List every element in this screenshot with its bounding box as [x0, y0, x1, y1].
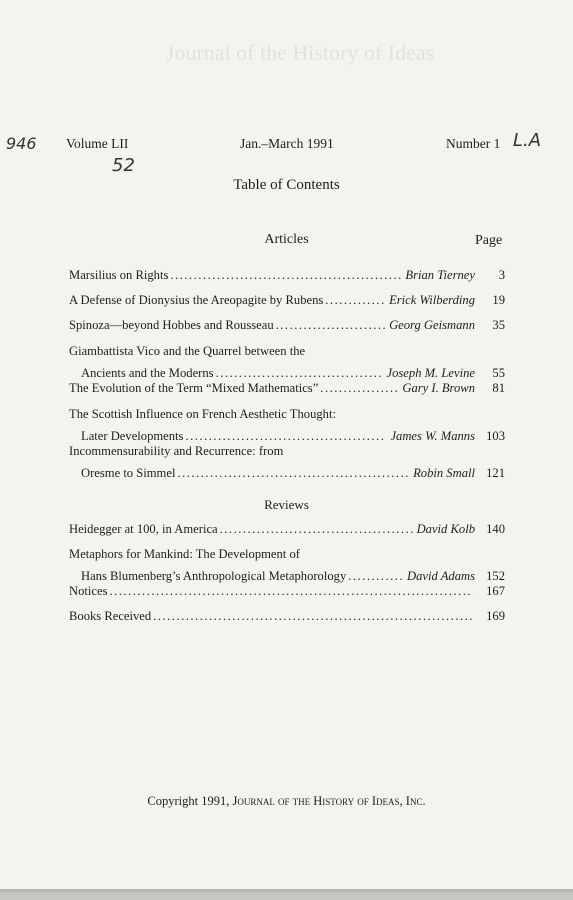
volume-label: Volume LII	[66, 136, 129, 151]
entry-title: Heidegger at 100, in America	[69, 522, 218, 536]
entry-line	[69, 264, 505, 286]
article-entry[interactable]	[69, 264, 505, 286]
entry-author: Georg Geismann	[389, 318, 475, 332]
handwritten-note-left: 946	[6, 134, 37, 153]
review-entry[interactable]	[69, 580, 505, 602]
entry-author: Brian Tierney	[405, 268, 475, 282]
entry-title: The Evolution of the Term “Mixed Mathematics”	[69, 381, 319, 395]
copyright-prefix: Copyright 1991,	[147, 794, 230, 808]
entry-page-number: 169	[486, 609, 505, 623]
entry-page-number: 140	[486, 522, 505, 536]
issue-date: Jan.–March 1991	[240, 136, 334, 151]
entry-title: Incommensurability and Recurrence: from	[69, 444, 284, 458]
entry-line	[69, 403, 505, 425]
leader-dots	[220, 518, 413, 540]
entry-line	[69, 289, 505, 311]
entry-title: Later Developments	[81, 429, 184, 443]
leader-dots	[177, 462, 409, 484]
entry-page-number: 3	[498, 268, 505, 282]
entry-line	[69, 605, 505, 627]
article-entry[interactable]	[69, 440, 505, 484]
article-entry[interactable]	[69, 289, 505, 311]
entry-title: Books Received	[69, 609, 152, 623]
entry-page-number: 167	[486, 584, 505, 598]
entry-author: David Kolb	[416, 522, 475, 536]
copyright-journal: Journal of the History of Ideas, Inc.	[232, 794, 426, 808]
entry-title: Hans Blumenberg’s Anthropological Metaphorology	[81, 569, 347, 583]
handwritten-note-right: L.A	[513, 130, 542, 151]
entry-title: Ancients and the Moderns	[81, 366, 214, 380]
leader-dots	[276, 314, 385, 336]
copyright-line	[0, 794, 573, 809]
article-entry[interactable]	[69, 377, 505, 399]
leader-dots	[325, 289, 385, 311]
entry-line	[69, 440, 505, 462]
entry-author: Erick Wilberding	[389, 293, 475, 307]
entry-page-number: 152	[486, 569, 505, 583]
reviews-heading: Reviews	[264, 497, 309, 512]
entry-title: A Defense of Dionysius the Areopagite by Rubens	[69, 293, 324, 307]
entry-title: Spinoza—beyond Hobbes and Rousseau	[69, 318, 274, 332]
page-column-heading: Page	[475, 233, 503, 248]
review-entry[interactable]	[69, 518, 505, 540]
leader-dots	[109, 580, 473, 602]
entry-title: The Scottish Influence on French Aesthetic Thought:	[69, 407, 336, 421]
handwritten-volume-number: 52	[112, 155, 135, 176]
leader-dots	[170, 264, 401, 286]
entry-title: Marsilius on Rights	[69, 268, 169, 282]
entry-page-number: 81	[492, 381, 505, 395]
entry-author: Joseph M. Levine	[386, 366, 475, 380]
show-through-text: Journal of the History of Ideas	[165, 40, 435, 65]
entry-author: Robin Small	[413, 466, 475, 480]
leader-dots	[153, 605, 473, 627]
page-edge	[0, 892, 573, 900]
entry-page-number: 103	[486, 429, 505, 443]
entry-line	[69, 340, 505, 362]
issue-number: Number 1	[446, 136, 501, 151]
page-title: Table of Contents	[233, 177, 340, 193]
entry-author: David Adams	[407, 569, 475, 583]
entry-title: Oresme to Simmel	[81, 466, 176, 480]
leader-dots	[320, 377, 398, 399]
entry-title: Metaphors for Mankind: The Development of	[69, 547, 300, 561]
entry-title: Giambattista Vico and the Quarrel between the	[69, 344, 306, 358]
entry-author: Gary I. Brown	[402, 381, 475, 395]
entry-line	[69, 314, 505, 336]
article-entry[interactable]	[69, 314, 505, 336]
entry-line	[69, 543, 505, 565]
review-entry[interactable]	[69, 605, 505, 627]
entry-author: James W. Manns	[390, 429, 475, 443]
entry-line	[69, 518, 505, 540]
entry-page-number: 35	[492, 318, 505, 332]
entry-line	[69, 580, 505, 602]
entry-line	[69, 377, 505, 399]
articles-heading: Articles	[264, 232, 309, 247]
entry-title: Notices	[69, 584, 108, 598]
entry-page-number: 55	[492, 366, 505, 380]
entry-page-number: 19	[492, 293, 505, 307]
entry-line	[69, 462, 505, 484]
entry-page-number: 121	[486, 466, 505, 480]
